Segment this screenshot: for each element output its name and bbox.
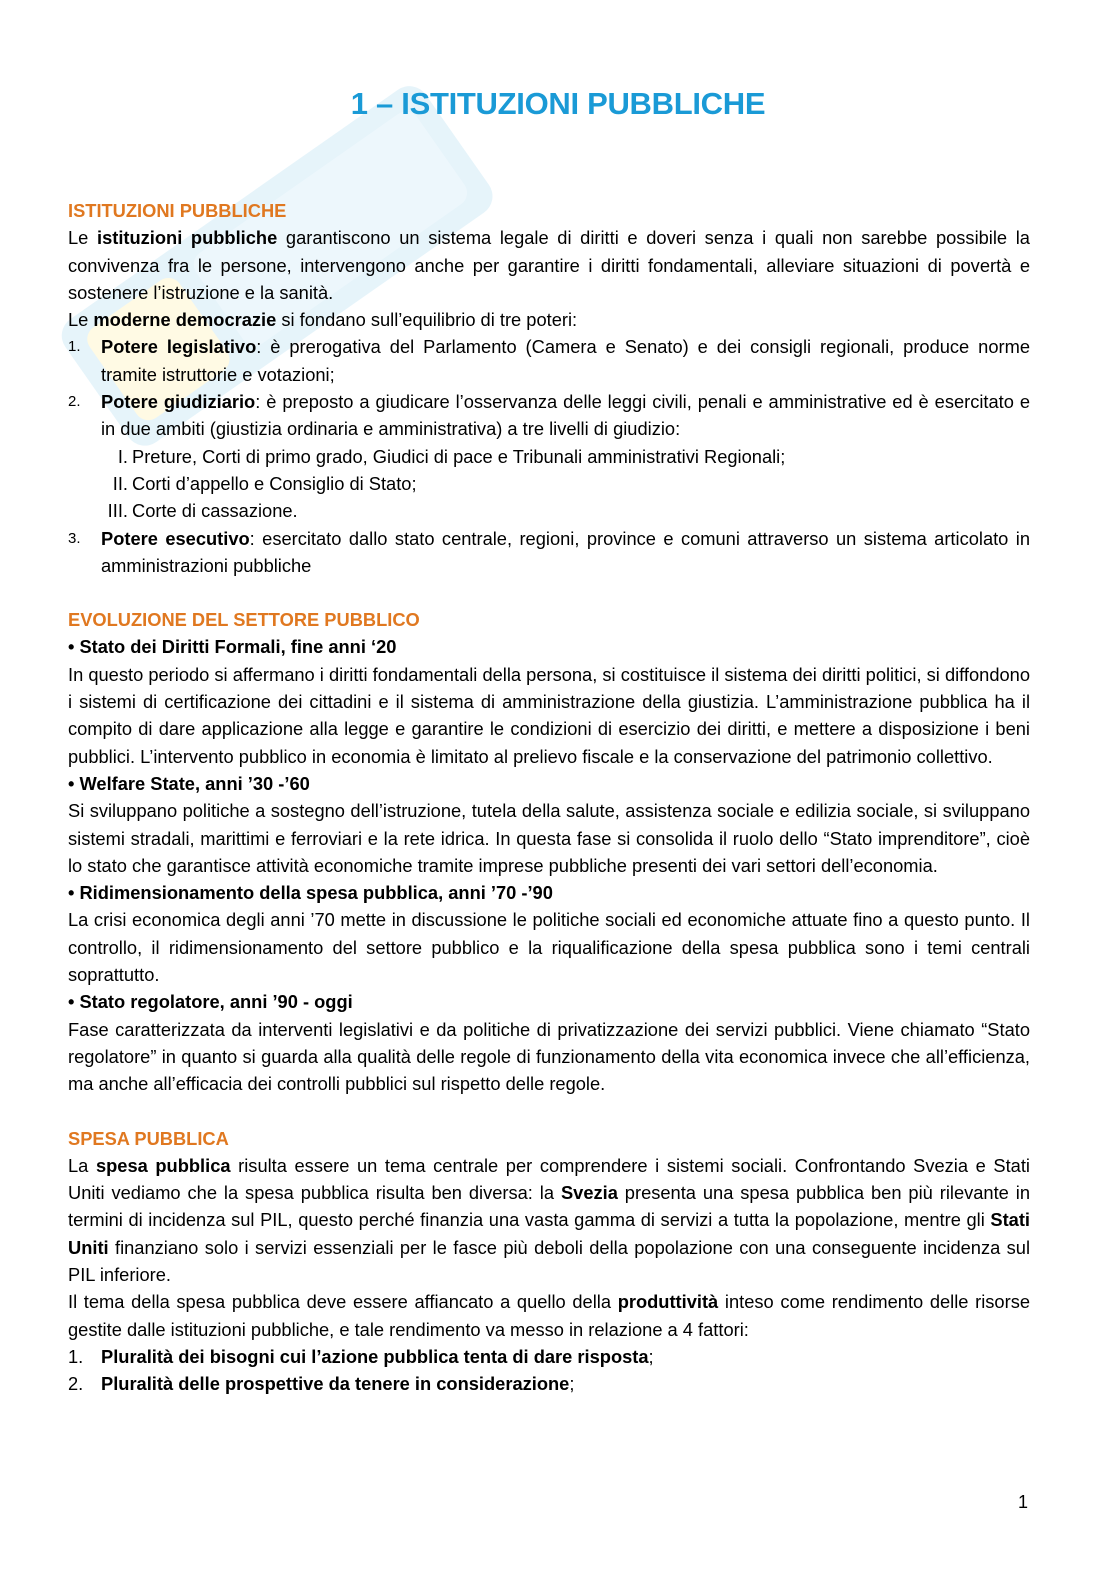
page-number: 1 (1017, 1492, 1028, 1512)
page-title: 1 – ISTITUZIONI PUBBLICHE (350, 86, 766, 121)
paragraph: Le istituzioni pubbliche garantiscono un sistema legale di diritti e doveri senza i quali non sarebbe possibile la convivenza fra le persone, intervengono anche per garantire i diritti fondamentali, alleviare situazioni di povertà e sostenere l’istruzione e la sanità. (68, 227, 1030, 303)
paragraph: Si sviluppano politiche a sostegno dell’istruzione, tutela della salute, assistenza sociale e edilizia sociale, si sviluppano sistemi stradali, marittimi e ferroviari e la rete idrica. In questa fase si consolida il ruolo dello “Stato imprenditore”, cioè lo stato che garantisce attività economiche tramite imprese pubbliche presenti dei vari settori dell’economia. (68, 800, 1030, 876)
bullet-heading: • Welfare State, anni ’30 -’60 (68, 772, 310, 794)
bullet-heading: • Stato dei Diritti Formali, fine anni ‘20 (68, 636, 397, 658)
bullet-heading: • Ridimensionamento della spesa pubblica, anni ’70 -’90 (68, 882, 553, 904)
document-body (68, 197, 1030, 1397)
list-item: 2. Pluralità delle prospettive da tenere in considerazione; (68, 1373, 575, 1395)
section-heading-evoluzione: EVOLUZIONE DEL SETTORE PUBBLICO (68, 609, 420, 631)
paragraph: Le moderne democrazie si fondano sull’equilibrio di tre poteri: (68, 309, 578, 331)
bullet-heading: • Stato regolatore, anni ’90 - oggi (68, 991, 353, 1013)
list-item: 1. Potere legislativo: è prerogativa del Parlamento (Camera e Senato) e dei consigli regionali, produce norme tramite istruttorie e votazioni; (68, 336, 1030, 385)
paragraph: In questo periodo si affermano i diritti fondamentali della persona, si costituisce il sistema dei diritti politici, si diffondono i sistemi di certificazione dei cittadini e il sistema di amministrazione della giustizia. L’amministrazione pubblica ha il compito di dare applicazione alla legge e garantire le condizioni di esercizio dei diritti, e mettere a disposizione i beni pubblici. L’intervento pubblico in economia è limitato al prelievo fiscale e la conservazione del patrimonio collettivo. (68, 663, 1030, 767)
list-item: 2. Potere giudiziario: è preposto a giudicare l’osservanza delle leggi civili, penali e amministrative ed è esercitato e in due ambiti (giustizia ordinaria e amministrativa) a tre livelli di giudizio: (68, 391, 1030, 440)
paragraph: Il tema della spesa pubblica deve essere affiancato a quello della produttività inteso come rendimento delle risorse gestite dalle istituzioni pubbliche, e tale rendimento va messo in relazione a 4 fattori: (68, 1291, 1030, 1340)
paragraph: La spesa pubblica risulta essere un tema centrale per comprendere i sistemi sociali. Confrontando Svezia e Stati Uniti vediamo che la spesa pubblica risulta ben diversa: la Svezia presenta una spesa pubblica ben più rilevante in termini di incidenza sul PIL, questo perché finanzia una vasta gamma di servizi a tutta la popolazione, mentre gli Stati Uniti finanziano solo i servizi essenziali per le fasce più deboli della popolazione con una conseguente incidenza sul PIL inferiore. (68, 1154, 1030, 1285)
paragraph: Fase caratterizzata da interventi legislativi e da politiche di privatizzazione dei servizi pubblici. Viene chiamato “Stato regolatore” in quanto si guarda alla qualità delle regole di funzionamento della vita economica invece che all’efficienza, ma anche all’efficacia dei controlli pubblici sul rispetto delle regole. (68, 1018, 1030, 1095)
list-item: 1. Pluralità dei bisogni cui l’azione pubblica tenta di dare risposta; (68, 1345, 654, 1367)
sub-list-item: I. Preture, Corti di primo grado, Giudici di pace e Tribunali amministrativi Regionali; (117, 445, 786, 467)
sub-list-item: III. Corte di cassazione. (107, 500, 298, 522)
section-heading-istituzioni: ISTITUZIONI PUBBLICHE (68, 200, 287, 221)
list-item: 3. Potere esecutivo: esercitato dallo stato centrale, regioni, province e comuni attraverso un sistema articolato in amministrazioni pubbliche (68, 527, 1031, 576)
sub-list-item: II. Corti d’appello e Consiglio di Stato; (112, 472, 417, 494)
paragraph: La crisi economica degli anni ’70 mette in discussione le politiche sociali ed economiche attuate fino a questo punto. Il controllo, il ridimensionamento del settore pubblico e la riqualificazione della spesa pubblica sono i temi centrali soprattutto. (68, 909, 1030, 986)
section-heading-spesa: SPESA PUBBLICA (68, 1127, 229, 1149)
